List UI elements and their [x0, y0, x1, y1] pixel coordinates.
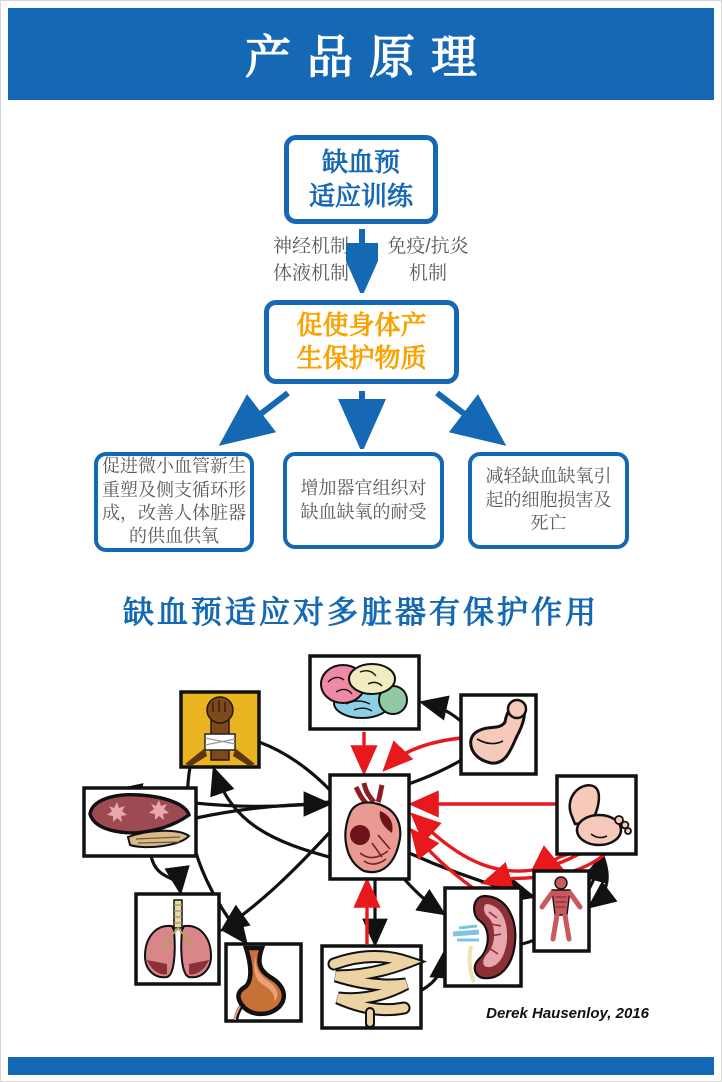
outcome-box-vessels — [94, 452, 254, 552]
stomach-icon — [226, 944, 301, 1021]
outcome3-line3: 死亡 — [530, 513, 567, 534]
page-title: 产品原理 — [245, 31, 493, 83]
mech-right-line1: 免疫/抗炎 — [387, 236, 469, 257]
outcome2-line2: 缺血缺氧的耐受 — [300, 501, 427, 522]
outcome1-line2: 重塑及侧支循环形 — [102, 479, 246, 500]
outcome1-line4: 的供血供氧 — [129, 526, 219, 547]
arrow-liver-to-lungs — [151, 856, 180, 889]
outcome2-line1: 增加器官组织对 — [300, 478, 427, 499]
outcome-box-tolerance — [283, 452, 444, 549]
outcome3-line2: 起的细胞损害及 — [485, 489, 612, 510]
lungs-icon — [136, 894, 219, 984]
foot-icon — [557, 776, 636, 854]
training-box — [284, 135, 438, 224]
header-banner — [8, 8, 714, 100]
training-box-line1: 缺血预 — [321, 147, 400, 178]
mid-box-line1: 促使身体产 — [296, 309, 427, 340]
source-caption: Derek Hausenloy, 2016 — [486, 1005, 649, 1022]
footer-bar — [8, 1057, 714, 1075]
heart-icon — [330, 775, 409, 879]
muscle-figure-icon — [534, 871, 589, 951]
mech-left-line1: 神经机制 — [272, 236, 349, 257]
mech-left-line2: 体液机制 — [272, 262, 349, 284]
arrow-arm-to-brain — [425, 703, 464, 724]
mech-right-line2: 机制 — [408, 262, 447, 284]
arrow-to-fist — [215, 772, 333, 858]
arrow-heart-to-lungs — [225, 832, 330, 928]
arm-icon — [461, 695, 536, 774]
protective-substances-box — [264, 300, 459, 384]
outcome1-line1: 促进微小血管新生 — [102, 456, 246, 477]
brain-icon — [310, 656, 419, 729]
mid-box-line2: 生保护物质 — [296, 343, 427, 373]
mechanism-right-label — [373, 234, 483, 287]
training-box-line2: 适应训练 — [308, 180, 413, 211]
branch-arrows-icon — [181, 389, 543, 449]
liver-pancreas-icon — [84, 788, 196, 856]
red-arrow-arm-to-heart — [387, 738, 461, 767]
outcome1-line3: 成，改善人体脏器 — [102, 503, 246, 523]
kidney-icon — [445, 888, 521, 986]
organ-section-title: 缺血预适应对多脏器有保护作用 — [123, 595, 599, 630]
organ-network-diagram — [1, 646, 722, 1041]
outcome3-line1: 减轻缺血缺氧引 — [485, 466, 612, 487]
outcome-box-damage — [468, 452, 629, 549]
down-arrow-icon — [346, 227, 378, 293]
fist-tourniquet-icon — [181, 692, 259, 767]
